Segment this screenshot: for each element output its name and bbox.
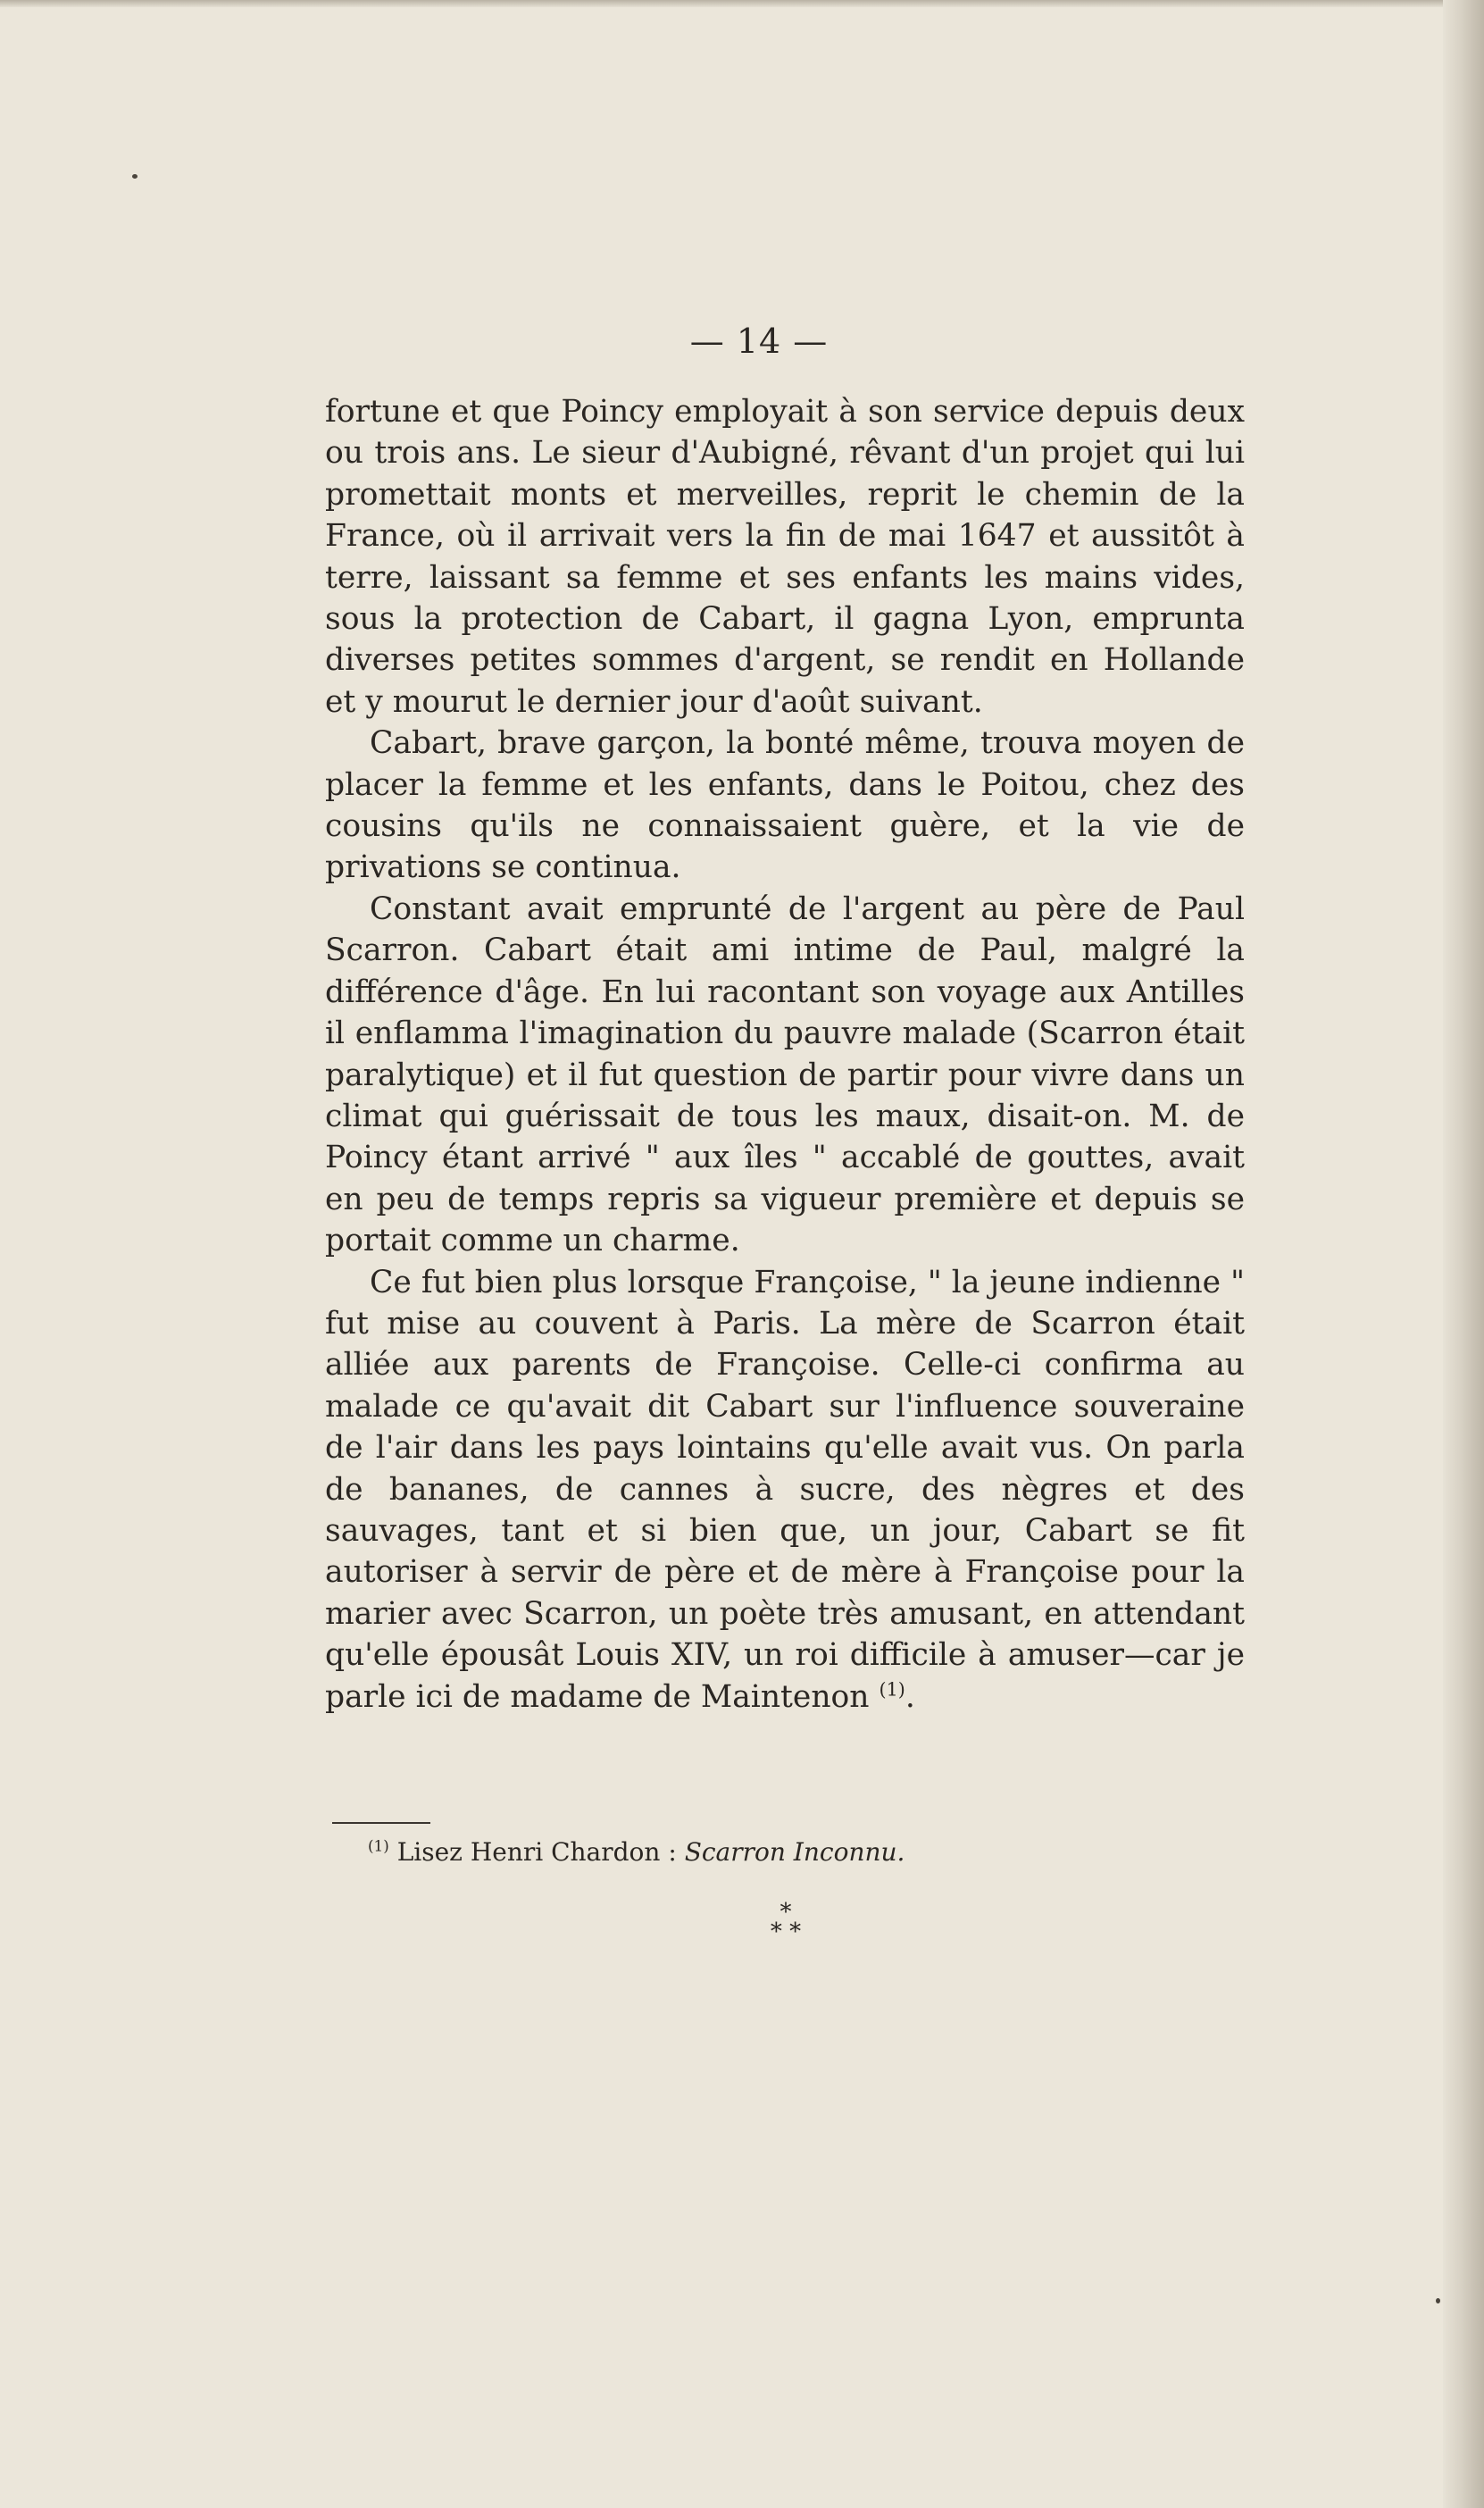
asterism-bottom: * *: [770, 1919, 802, 1945]
footnote-rule: [332, 1822, 430, 1824]
footnote-reference: (1): [879, 1678, 905, 1701]
paragraph-1: fortune et que Poincy employait à son service depuis deux ou trois ans. Le sieur d'Aubigné, rêvant d'un projet qui lui promettait monts et merveilles, reprit le chemin de la France, où il arrivait vers la fin de mai 1647 et aussitôt à terre, laissant sa femme et ses enfants les mains vides, sous la protection de Cabart, il gagna Lyon, emprunta diverses petites sommes d'argent, se rendit en Hollande et y mourut le dernier jour d'août suivant.: [325, 394, 1245, 720]
footnote-marker: (1): [368, 1836, 389, 1855]
paper-speck: [132, 174, 138, 179]
paragraph-2: Cabart, brave garçon, la bonté même, trouva moyen de placer la femme et les enfants, dans le Poitou, chez des cousins qu'ils ne connaissaient guère, et la vie de privations se continua.: [325, 725, 1245, 886]
body-text: [325, 391, 1245, 1718]
asterism: [750, 1899, 821, 1956]
page-top-edge: [0, 0, 1443, 7]
footnote-title: Scarron Inconnu.: [684, 1837, 905, 1867]
paragraph-3: Constant avait emprunté de l'argent au père de Paul Scarron. Cabart était ami intime de Paul, malgré la différence d'âge. En lui racontant son voyage aux Antilles il enflamma l'imagination du pauvre malade (Scarron était paralytique) et il fut question de partir pour vivre dans un climat qui guérissait de tous les maux, disait-on. M. de Poincy étant arrivé " aux îles " accablé de gouttes, avait en peu de temps repris sa vigueur première et depuis se portait comme un charme.: [325, 890, 1245, 1259]
footnote-text: Lisez Henri Chardon :: [396, 1837, 685, 1867]
paragraph-4-text: Ce fut bien plus lorsque Françoise, " la jeune indienne " fut mise au couvent à Paris. La mère de Scarron était alliée aux parents de Françoise. Celle-ci confirma au malade ce qu'avait dit Cabart sur l'influence souveraine de l'air dans les pays lointains qu'elle avait vus. On parla de bananes, de cannes à sucre, des nègres et des sauvages, tant et si bien que, un jour, Cabart se fit autoriser à servir de père et de mère à Françoise pour la marier avec Scarron, un poète très amusant, en attendant qu'elle épousât Louis XIV, un roi difficile à amuser—car je parle ici de madame de Maintenon: [325, 1264, 1245, 1715]
footnote: [368, 1835, 1261, 1870]
paragraph-4-end: .: [905, 1678, 915, 1715]
paragraph-4: [325, 1262, 1245, 1718]
paper-speck: [1436, 2298, 1440, 2303]
page-number: — 14 —: [689, 322, 829, 361]
asterism-top: *: [780, 1899, 792, 1926]
page-right-edge: [1443, 0, 1484, 2508]
